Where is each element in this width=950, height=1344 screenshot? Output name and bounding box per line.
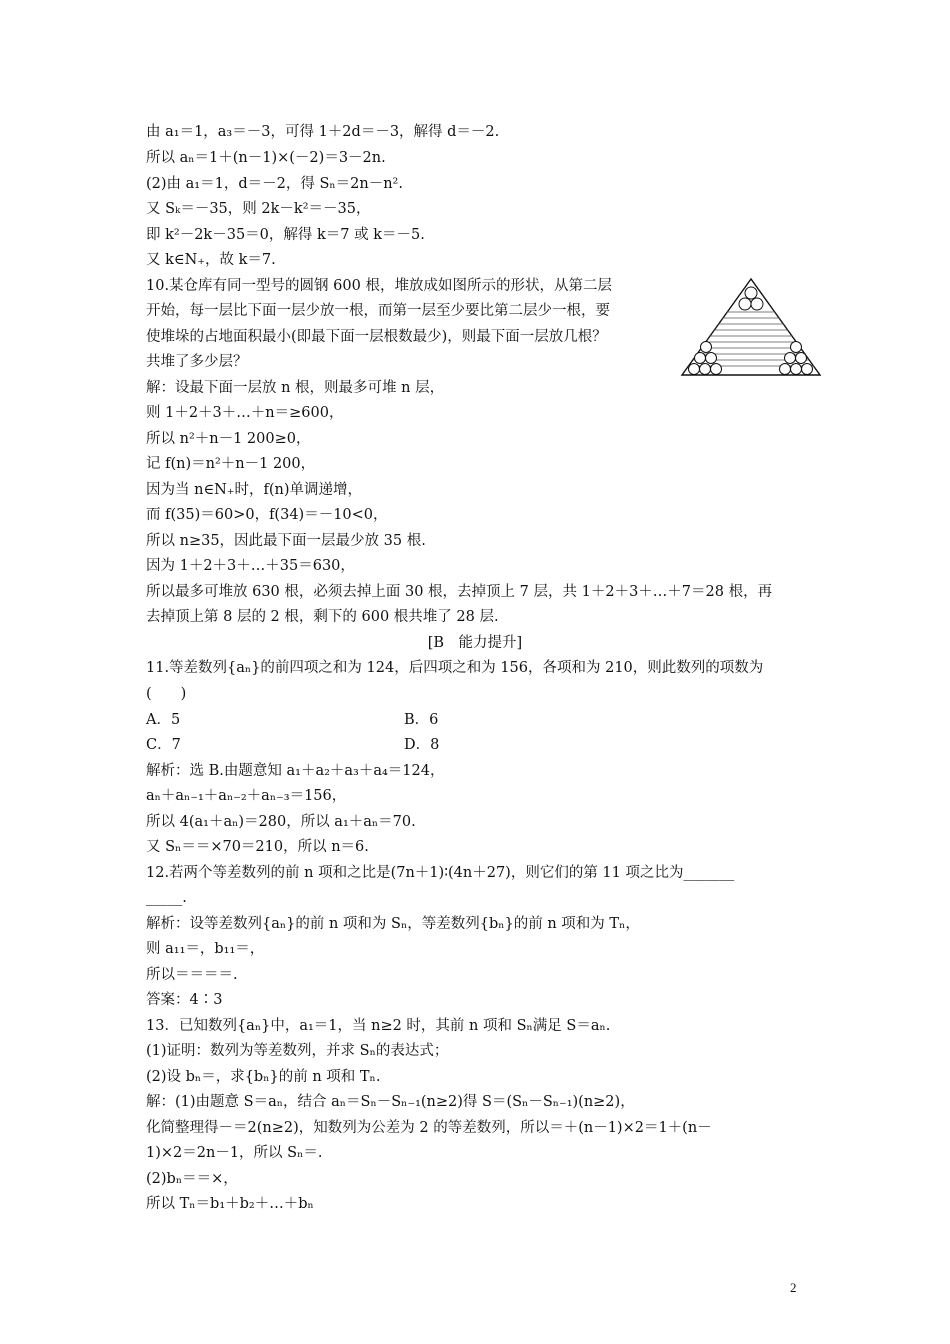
question-10-line: 10.某仓库有同一型号的圆钢 600 根，堆放成如图所示的形状，从第二层 bbox=[146, 278, 612, 294]
question-13-stem: 13．已知数列{aₙ}中，a₁＝1，当 n≥2 时，其前 n 项和 Sₙ满足 S＝aₙ. bbox=[146, 1018, 611, 1034]
option-b: B．6 bbox=[404, 712, 439, 728]
solution-line: 所以 4(a₁＋aₙ)＝280，所以 a₁＋aₙ＝70. bbox=[146, 814, 416, 830]
question-10-line: 共堆了多少层？ bbox=[146, 354, 248, 370]
solution-line: (2)bₙ＝＝×， bbox=[146, 1171, 238, 1187]
solution-line: 所以＝＝＝＝. bbox=[146, 967, 238, 983]
solution-line: 所以 Tₙ＝b₁＋b₂＋…＋bₙ bbox=[146, 1196, 314, 1212]
page-number: 2 bbox=[790, 1280, 797, 1295]
solution-line: 解：(1)由题意 S＝aₙ，结合 aₙ＝Sₙ－Sₙ₋₁(n≥2)得 S＝(Sₙ－Sₙ₋₁)(n≥2)， bbox=[146, 1094, 635, 1110]
text-line: 由 a₁＝1，a₃＝－3，可得 1＋2d＝－3，解得 d＝－2. bbox=[146, 124, 500, 140]
steel-pile-figure bbox=[680, 276, 822, 382]
text-line: 又 k∈N₊，故 k＝7. bbox=[146, 252, 276, 268]
solution-line: 所以 n²＋n－1 200≥0， bbox=[146, 431, 311, 447]
solution-line: 所以 n≥35，因此最下面一层最少放 35 根. bbox=[146, 533, 426, 549]
section-heading: [B 能力提升] bbox=[427, 635, 523, 651]
option-c: C．7 bbox=[146, 737, 181, 753]
solution-line: 则 a₁₁＝，b₁₁＝， bbox=[146, 941, 265, 957]
solution-line: 解析：设等差数列{aₙ}的前 n 项和为 Sₙ，等差数列{bₙ}的前 n 项和为 Tₙ， bbox=[146, 916, 640, 932]
text-line: 又 Sₖ＝－35，则 2k－k²＝－35， bbox=[146, 201, 371, 217]
solution-line: 而 f(35)＝60>0，f(34)＝－10<0， bbox=[146, 507, 388, 523]
text-line: (2)由 a₁＝1，d＝－2，得 Sₙ＝2n－n². bbox=[146, 176, 403, 192]
question-10-line: 使堆垛的占地面积最小(即最下面一层根数最少)，则最下面一层放几根？ bbox=[146, 329, 607, 345]
question-13-part1: (1)证明：数列为等差数列，并求 Sₙ的表达式； bbox=[146, 1043, 449, 1059]
question-11-bracket: ( ) bbox=[146, 686, 187, 702]
solution-line: 去掉顶上第 8 层的 2 根，剩下的 600 根共堆了 28 层. bbox=[146, 609, 499, 625]
solution-line: 解析：选 B.由题意知 a₁＋a₂＋a₃＋a₄＝124， bbox=[146, 763, 445, 779]
solution-line: 化简整理得－＝2(n≥2)，知数列为公差为 2 的等差数列，所以＝＋(n－1)×2＝1＋(n－ bbox=[146, 1120, 712, 1136]
question-10-line: 开始，每一层比下面一层少放一根，而第一层至少要比第二层少一根，要 bbox=[146, 303, 610, 319]
text-line: 即 k²－2k－35＝0，解得 k＝7 或 k＝－5. bbox=[146, 227, 425, 243]
solution-line: 因为当 n∈N₊时，f(n)单调递增， bbox=[146, 482, 363, 498]
solution-line: 1)×2＝2n－1，所以 Sₙ＝. bbox=[146, 1145, 323, 1161]
solution-line: 所以最多可堆放 630 根，必须去掉上面 30 根，去掉顶上 7 层，共 1＋2＋3＋…＋7＝28 根，再 bbox=[146, 584, 773, 600]
solution-line: 解：设最下面一层放 n 根，则最多可堆 n 层， bbox=[146, 380, 445, 396]
text-line: 所以 aₙ＝1＋(n－1)×(－2)＝3－2n. bbox=[146, 150, 386, 166]
question-13-part2: (2)设 bₙ＝，求{bₙ}的前 n 项和 Tₙ. bbox=[146, 1069, 381, 1085]
option-d: D．8 bbox=[404, 737, 440, 753]
question-11-stem: 11.等差数列{aₙ}的前四项之和为 124，后四项之和为 156，各项和为 210，则此数列的项数为 bbox=[146, 660, 764, 676]
question-12-blank: _____. bbox=[146, 890, 187, 906]
solution-line: 又 Sₙ＝＝×70＝210，所以 n＝6. bbox=[146, 839, 369, 855]
question-12-stem: 12.若两个等差数列的前 n 项和之比是(7n＋1)∶(4n＋27)，则它们的第 11 项之比为_______ bbox=[146, 865, 735, 881]
solution-line: 记 f(n)＝n²＋n－1 200， bbox=[146, 456, 316, 472]
answer-line: 答案：4∶3 bbox=[146, 992, 223, 1008]
solution-line: 因为 1＋2＋3＋…＋35＝630， bbox=[146, 558, 355, 574]
option-a: A．5 bbox=[146, 712, 181, 728]
solution-line: aₙ＋aₙ₋₁＋aₙ₋₂＋aₙ₋₃＝156， bbox=[146, 788, 347, 804]
solution-line: 则 1＋2＋3＋…＋n＝≥600， bbox=[146, 405, 344, 421]
